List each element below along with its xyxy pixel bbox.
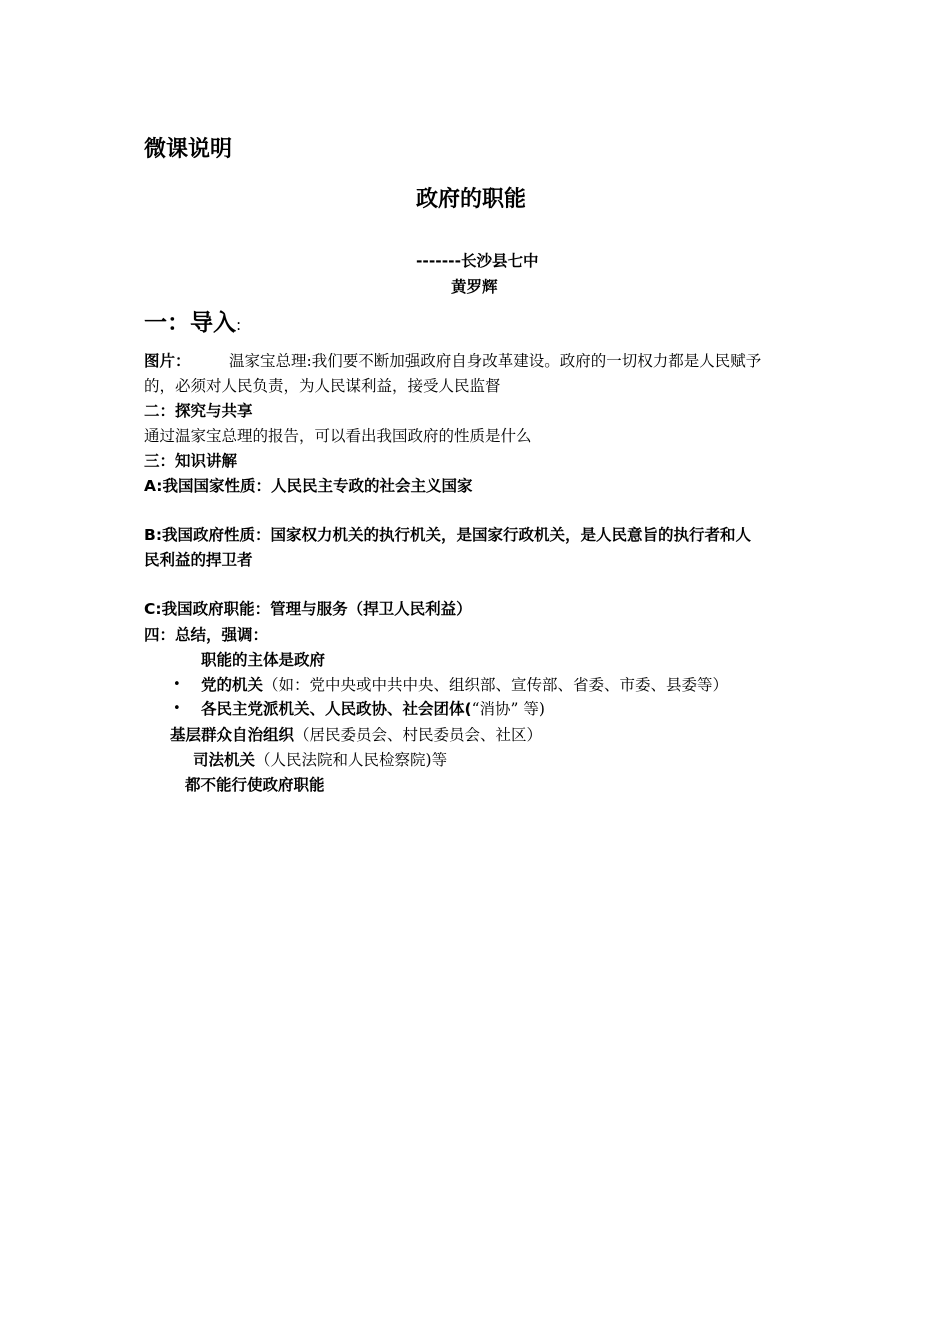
list-item-grassroots bbox=[170, 726, 542, 745]
list-item-party bbox=[201, 676, 728, 695]
list-item-grassroots-note: （居民委员会、村民委员会、社区） bbox=[294, 726, 543, 744]
section1-title: 一：导入 bbox=[144, 310, 236, 336]
list-item-grassroots-label: 基层群众自治组织 bbox=[170, 726, 295, 744]
summary-subject: 职能的主体是政府 bbox=[201, 651, 326, 669]
list-item-democratic bbox=[201, 700, 545, 719]
list-item-judicial bbox=[193, 751, 447, 770]
point-b-line1: B:我国政府性质：国家权力机关的执行机关，是国家行政机关，是人民意旨的执行者和人 bbox=[144, 526, 752, 544]
point-a: A:我国国家性质：人民民主专政的社会主义国家 bbox=[144, 477, 473, 495]
list-item-party-note: （如：党中央或中共中央、组织部、宣传部、省委、市委、县委等） bbox=[263, 676, 729, 694]
doc-title: 政府的职能 bbox=[416, 187, 527, 212]
picture-text-line2: 的，必须对人民负责，为人民谋利益，接受人民监督 bbox=[144, 377, 501, 395]
picture-label: 图片： bbox=[144, 352, 191, 370]
list-item-democratic-note: “消协” 等) bbox=[471, 700, 545, 718]
list-item-judicial-note: （人民法院和人民检察院)等 bbox=[255, 751, 448, 769]
list-item-party-label: 党的机关 bbox=[201, 676, 264, 694]
conclusion: 都不能行使政府职能 bbox=[185, 776, 325, 794]
byline-author: 黄罗辉 bbox=[451, 278, 498, 296]
section2-title: 二：探究与共享 bbox=[144, 402, 253, 420]
section1-heading bbox=[144, 310, 241, 338]
section4-title: 四：总结，强调： bbox=[144, 626, 269, 644]
list-item-democratic-label: 各民主党派机关、人民政协、社会团体( bbox=[201, 700, 472, 718]
section2-text: 通过温家宝总理的报告，可以看出我国政府的性质是什么 bbox=[144, 427, 532, 445]
doc-heading: 微课说明 bbox=[144, 137, 233, 162]
section1-colon: : bbox=[236, 316, 242, 334]
point-c: C:我国政府职能：管理与服务（捍卫人民利益） bbox=[144, 600, 472, 618]
bullet-icon: • bbox=[173, 677, 181, 692]
list-item-judicial-label: 司法机关 bbox=[193, 751, 256, 769]
picture-text-line1: 温家宝总理:我们要不断加强政府自身改革建设。政府的一切权力都是人民赋予 bbox=[229, 352, 762, 370]
byline-school: -------长沙县七中 bbox=[416, 252, 539, 270]
section3-title: 三：知识讲解 bbox=[144, 452, 238, 470]
point-b-line2: 民利益的捍卫者 bbox=[144, 551, 253, 569]
bullet-icon: • bbox=[173, 701, 181, 716]
